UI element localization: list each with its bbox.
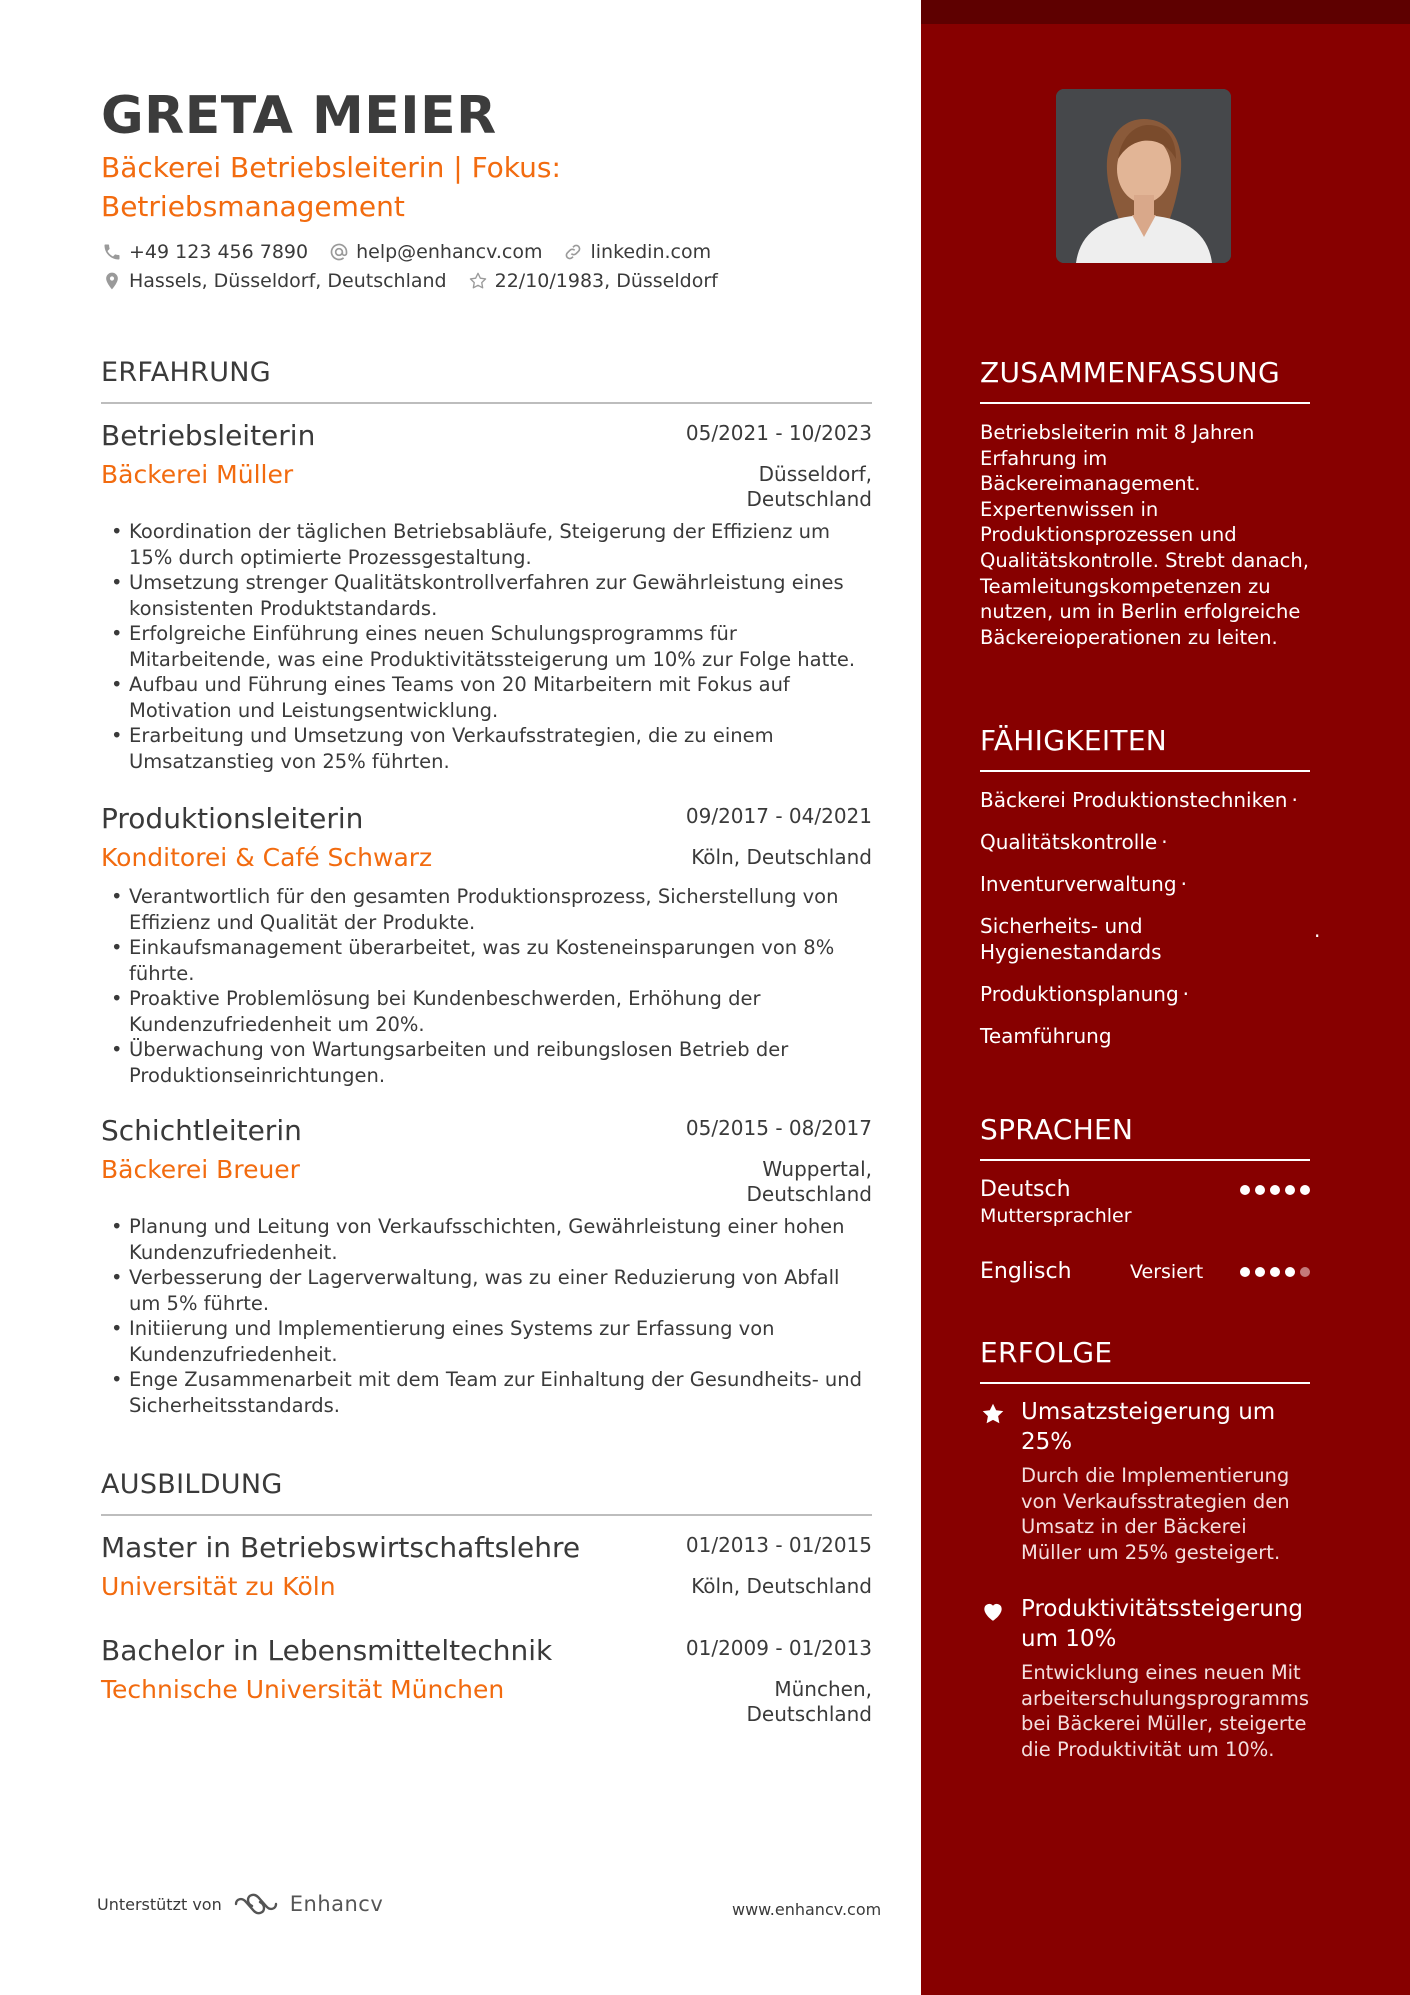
contact-row-1 xyxy=(101,240,711,264)
school-location: Köln, Deutschland xyxy=(691,1574,872,1598)
job-entry xyxy=(101,801,872,1087)
summary-text: Betriebsleiterin mit 8 Jahren Erfahrung im Bäckereimanagement. Expertenwissen in Produktionsprozessen und Qualitätskontrolle. Strebt danach, Teamleitungskompetenzen zu nutzen, um in Berlin erfolgreiche Bäckereioperationen zu leiten. xyxy=(980,421,1309,649)
heart-icon xyxy=(980,1598,1006,1624)
bullet-item: • Einkaufsmanagement überarbeitet, was zu Kosteneinsparungen von 8% führte. xyxy=(101,935,872,986)
birth-text: 22/10/1983, Düsseldorf xyxy=(494,270,718,292)
skill-separator: · xyxy=(1182,982,1190,1006)
skill-label: Sicherheits- und Hygienestandards xyxy=(980,914,1162,964)
school-name: Universität zu Köln xyxy=(101,1572,336,1601)
job-title: Schichtleiterin xyxy=(101,1114,302,1147)
job-title: Produktionsleiterin xyxy=(101,802,364,835)
skill-item xyxy=(980,871,1310,897)
job-bullets xyxy=(101,884,872,1088)
contact-row-2 xyxy=(101,269,718,293)
bullet-item: • Aufbau und Führung eines Teams von 20 Mitarbeitern mit Fokus auf Motivation und Leistungsentwicklung. xyxy=(101,672,872,723)
bullet-item: • Enge Zusammenarbeit mit dem Team zur Einhaltung der Gesundheits- und Sicherheitsstandards. xyxy=(101,1367,872,1418)
star-outline-icon xyxy=(467,270,489,292)
degree-title: Master in Betriebswirtschaftslehre xyxy=(101,1531,581,1564)
bullet-item: • Initiierung und Implementierung eines Systems zur Erfassung von Kundenzufriedenheit. xyxy=(101,1316,872,1367)
achievements-heading: ERFOLGE xyxy=(980,1336,1310,1384)
job-company: Konditorei & Café Schwarz xyxy=(101,843,433,872)
languages-heading: SPRACHEN xyxy=(980,1113,1310,1161)
profile-photo xyxy=(1056,89,1231,263)
skill-separator: · xyxy=(1161,830,1168,854)
star-icon xyxy=(980,1401,1006,1427)
bullet-item: • Überwachung von Wartungsarbeiten und reibungslosen Betrieb der Produktionseinrichtungen. xyxy=(101,1037,872,1088)
rating-dot xyxy=(1255,1267,1265,1277)
job-title: Betriebsleiterin xyxy=(101,419,316,452)
education-entry xyxy=(101,1633,872,1726)
bullet-item: • Verantwortlich für den gesamten Produktionsprozess, Sicherstellung von Effizienz und Qualität der Produkte. xyxy=(101,884,872,935)
job-bullets xyxy=(101,519,872,774)
candidate-name: GRETA MEIER xyxy=(101,86,497,146)
skills-heading: FÄHIGKEITEN xyxy=(980,724,1310,772)
bullet-item: • Verbesserung der Lagerverwaltung, was zu einer Reduzierung von Abfall um 5% führte. xyxy=(101,1265,872,1316)
footer-powered-by xyxy=(97,1892,383,1916)
location-pin-icon xyxy=(101,270,123,292)
school-location: München, Deutschland xyxy=(746,1677,872,1726)
bullet-item: • Erfolgreiche Einführung eines neuen Schulungsprogramms für Mitarbeitende, was eine Produktivitätssteigerung um 10% zur Folge hatte. xyxy=(101,621,872,672)
summary-heading: ZUSAMMENFASSUNG xyxy=(980,356,1310,404)
job-date: 05/2015 - 08/2017 xyxy=(685,1116,872,1140)
skill-label: Inventurverwaltung xyxy=(980,872,1177,896)
job-date: 09/2017 - 04/2021 xyxy=(685,804,872,828)
linkedin-link[interactable]: linkedin.com xyxy=(590,241,712,263)
bullet-item: • Koordination der täglichen Betriebsabläufe, Steigerung der Effizienz um 15% durch optimierte Prozessgestaltung. xyxy=(101,519,872,570)
achievement-item xyxy=(980,1594,1310,1762)
sidebar-top-band xyxy=(921,0,1410,24)
degree-title: Bachelor in Lebensmitteltechnik xyxy=(101,1634,553,1667)
skill-separator: · xyxy=(1291,788,1298,812)
language-name: Englisch xyxy=(980,1259,1072,1284)
bullet-item: • Planung und Leitung von Verkaufsschichten, Gewährleistung einer hohen Kundenzufriedenheit. xyxy=(101,1214,872,1265)
education-entry xyxy=(101,1530,872,1610)
sidebar xyxy=(921,0,1410,1995)
skill-item xyxy=(980,981,1310,1007)
powered-by-text: Unterstützt von xyxy=(97,1894,222,1914)
email-link[interactable]: help@enhancv.com xyxy=(356,241,543,263)
education-date: 01/2013 - 01/2015 xyxy=(685,1533,872,1557)
experience-heading: ERFAHRUNG xyxy=(101,356,872,404)
link-icon xyxy=(562,241,584,263)
job-entry xyxy=(101,418,872,773)
skill-label: Qualitätskontrolle xyxy=(980,830,1158,854)
skill-item xyxy=(980,787,1310,813)
bullet-item: • Proaktive Problemlösung bei Kundenbeschwerden, Erhöhung der Kundenzufriedenheit um 20%. xyxy=(101,986,872,1037)
candidate-title: Bäckerei Betriebsleiterin | Fokus: Betriebsmanagement xyxy=(101,151,561,223)
phone-text[interactable]: +49 123 456 7890 xyxy=(129,241,309,263)
skill-separator: · xyxy=(1314,924,1321,948)
location-text: Hassels, Düsseldorf, Deutschland xyxy=(129,270,447,292)
skill-label: Bäckerei Produktionstechniken xyxy=(980,788,1288,812)
achievement-desc: Entwicklung eines neuen Mitarbeiterschulungsprogramms bei Bäckerei Müller, steigerte die Produktivität um 10%. xyxy=(1021,1661,1310,1761)
job-date: 05/2021 - 10/2023 xyxy=(685,421,872,445)
language-item xyxy=(980,1258,1310,1286)
footer-url[interactable]: www.enhancv.com xyxy=(732,1900,882,1919)
job-location: Köln, Deutschland xyxy=(691,845,872,869)
job-bullets xyxy=(101,1214,872,1418)
bullet-item: • Erarbeitung und Umsetzung von Verkaufsstrategien, die zu einem Umsatzanstieg von 25% führten. xyxy=(101,723,872,774)
skill-item xyxy=(980,829,1310,855)
language-item xyxy=(980,1176,1310,1228)
skill-item xyxy=(980,1023,1310,1049)
rating-dot xyxy=(1285,1185,1295,1195)
language-rating xyxy=(1240,1267,1310,1277)
skill-label: Produktionsplanung xyxy=(980,982,1179,1006)
skill-separator: · xyxy=(1180,872,1187,896)
school-name: Technische Universität München xyxy=(101,1675,505,1704)
enhancv-brand[interactable]: Enhancv xyxy=(289,1892,384,1916)
education-date: 01/2009 - 01/2013 xyxy=(685,1636,872,1660)
skill-label: Teamführung xyxy=(980,1024,1112,1048)
education-heading: AUSBILDUNG xyxy=(101,1468,872,1516)
achievement-title: Umsatzsteigerung um 25% xyxy=(1021,1399,1276,1455)
rating-dot xyxy=(1300,1185,1310,1195)
job-location: Wuppertal, Deutschland xyxy=(746,1157,872,1206)
at-icon xyxy=(328,241,350,263)
achievement-title: Produktivitätssteigerung um 10% xyxy=(1021,1596,1304,1652)
rating-dot xyxy=(1255,1185,1265,1195)
achievement-item xyxy=(980,1397,1310,1565)
rating-dot xyxy=(1240,1267,1250,1277)
rating-dot xyxy=(1285,1267,1295,1277)
rating-dot xyxy=(1270,1267,1280,1277)
language-rating xyxy=(1240,1185,1310,1195)
enhancv-logo-icon xyxy=(232,1892,280,1916)
job-location: Düsseldorf, Deutschland xyxy=(746,462,872,511)
language-level: Versiert xyxy=(1130,1261,1204,1283)
bullet-item: • Umsetzung strenger Qualitätskontrollverfahren zur Gewährleistung eines konsistenten Produktstandards. xyxy=(101,570,872,621)
job-entry xyxy=(101,1113,872,1417)
achievement-desc: Durch die Implementierung von Verkaufsstrategien den Umsatz in der Bäckerei Müller um 25% gesteigert. xyxy=(1021,1464,1290,1564)
skill-item xyxy=(980,913,1180,965)
language-name: Deutsch xyxy=(980,1177,1071,1202)
job-company: Bäckerei Breuer xyxy=(101,1155,300,1184)
job-company: Bäckerei Müller xyxy=(101,460,294,489)
rating-dot xyxy=(1270,1185,1280,1195)
rating-dot xyxy=(1240,1185,1250,1195)
rating-dot xyxy=(1300,1267,1310,1277)
phone-icon xyxy=(101,241,123,263)
language-level: Muttersprachler xyxy=(980,1205,1132,1227)
